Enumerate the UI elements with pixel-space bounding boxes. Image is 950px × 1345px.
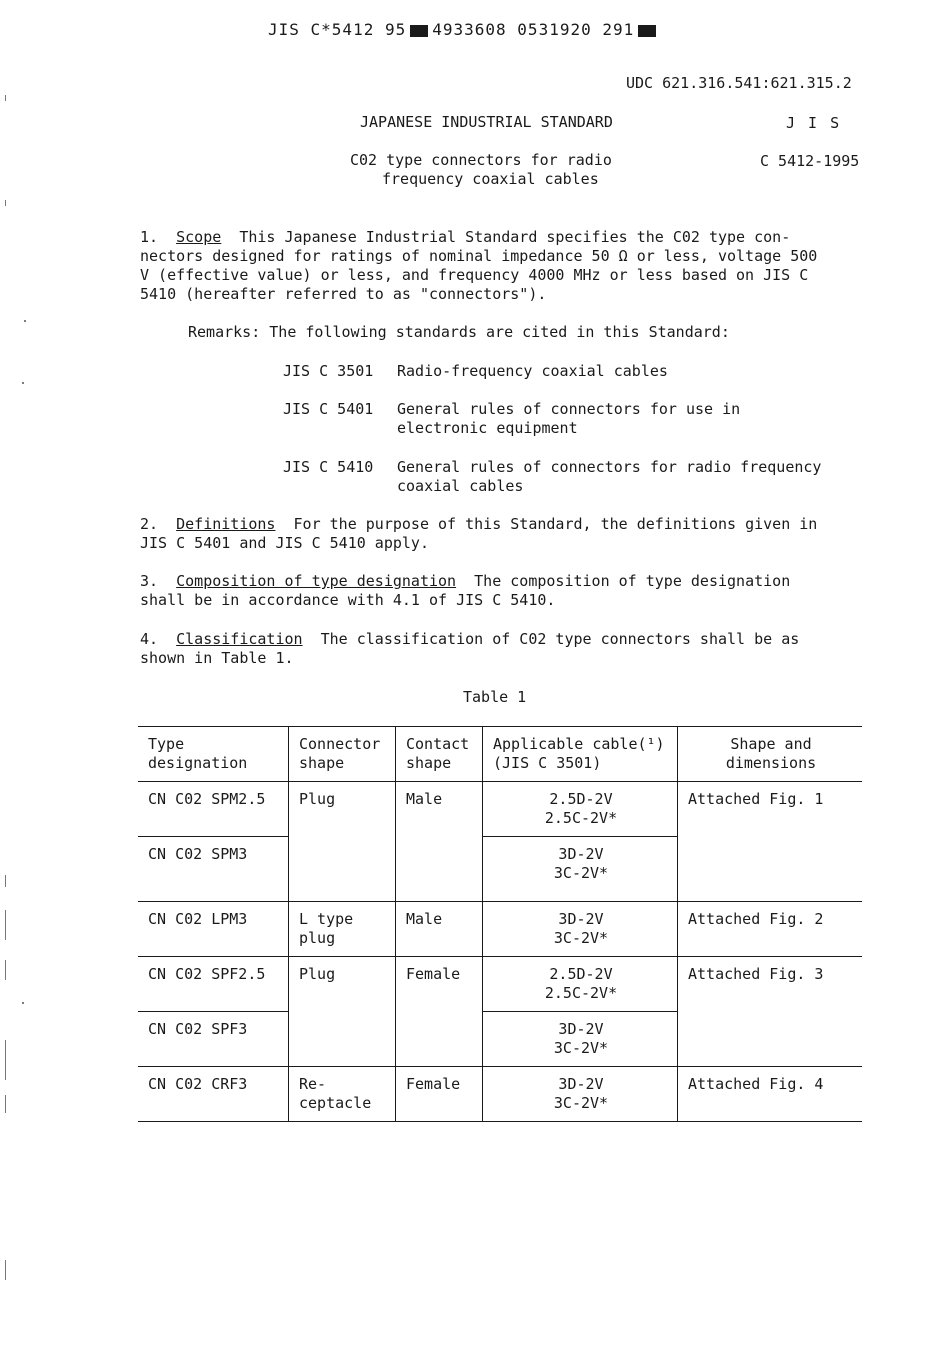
cell-cable <box>483 957 678 1012</box>
cell-connector-shape: Plug <box>289 782 396 902</box>
scan-artifact <box>24 320 26 322</box>
header-contact-shape <box>396 727 483 782</box>
cell-contact-shape: Female <box>396 1067 483 1122</box>
cable-d: 3D-2V <box>558 910 604 928</box>
header-shape-dimensions <box>678 727 863 782</box>
section-2-title: Definitions <box>176 515 276 533</box>
table-caption: Table 1 <box>463 688 527 706</box>
section-4-number: 4. <box>140 630 159 648</box>
section-1-title: Scope <box>176 228 222 246</box>
section-1-text: This Japanese Industrial Standard specifies the C02 type con- <box>239 228 791 246</box>
cable-c: 3C-2V* <box>553 864 609 882</box>
cell-cable <box>483 837 678 902</box>
table-row <box>138 902 862 957</box>
document-title-line2: frequency coaxial cables <box>382 170 599 188</box>
scan-artifact <box>5 1260 6 1280</box>
scan-artifact <box>22 382 24 384</box>
cell-type: CN C02 LPM3 <box>138 902 289 957</box>
scan-header <box>268 20 660 39</box>
standard-number: C 5412-1995 <box>760 152 860 170</box>
cited-title: General rules of connectors for radio frequency <box>397 458 822 476</box>
section-4-text: The classification of C02 type connectors shall be as <box>320 630 800 648</box>
cell-cable <box>483 782 678 837</box>
section-4-title: Classification <box>176 630 303 648</box>
table-row <box>138 782 862 837</box>
cell-connector-shape <box>289 1067 396 1122</box>
cited-title: General rules of connectors for use in <box>397 400 741 418</box>
table-row <box>138 1067 862 1122</box>
section-3-text: The composition of type designation <box>474 572 791 590</box>
section-2-line2: JIS C 5401 and JIS C 5410 apply. <box>140 534 429 552</box>
cell-contact-shape: Female <box>396 957 483 1067</box>
section-1-line1 <box>140 228 790 247</box>
section-2-number: 2. <box>140 515 159 533</box>
cell-type: CN C02 SPM2.5 <box>138 782 289 837</box>
section-3-number: 3. <box>140 572 159 590</box>
redaction-block-2 <box>638 25 656 37</box>
cell-cable <box>483 1012 678 1067</box>
udc-number: UDC 621.316.541:621.315.2 <box>626 74 852 92</box>
cable-c: 3C-2V* <box>553 929 609 947</box>
section-4-line1 <box>140 630 799 649</box>
conn-line: Re- <box>299 1075 327 1093</box>
scan-artifact <box>5 95 6 101</box>
header-text: dimensions <box>725 754 817 772</box>
cell-connector-shape: Plug <box>289 957 396 1067</box>
remarks <box>188 323 730 342</box>
section-1-line3: V (effective value) or less, and frequency 4000 MHz or less based on JIS C <box>140 266 809 284</box>
header-applicable-cable <box>483 727 678 782</box>
redaction-block-1 <box>410 25 428 37</box>
header-text: Connector <box>299 735 381 753</box>
scan-artifact <box>5 200 6 206</box>
scan-artifact <box>22 1002 24 1004</box>
header-text: shape <box>299 754 345 772</box>
section-3-line1 <box>140 572 790 591</box>
jis-mark: J I S <box>786 114 842 132</box>
conn-line: L type <box>299 910 354 928</box>
scan-artifact <box>5 910 6 940</box>
cell-cable <box>483 1067 678 1122</box>
section-1-number: 1. <box>140 228 159 246</box>
remarks-text: The following standards are cited in this Standard: <box>269 323 730 341</box>
scan-code-mid: 4933608 0531920 291 <box>432 20 635 39</box>
cable-d: 3D-2V <box>558 1075 604 1093</box>
cited-title-cont: coaxial cables <box>397 477 524 495</box>
cell-figure: Attached Fig. 2 <box>678 902 863 957</box>
cable-d: 2.5D-2V <box>549 790 613 808</box>
conn-line: plug <box>299 929 336 947</box>
header-text: (JIS C 3501) <box>493 754 602 772</box>
table-header-row <box>138 727 862 782</box>
cable-c: 2.5C-2V* <box>544 984 618 1002</box>
header-text: Shape and <box>730 735 812 753</box>
cell-contact-shape: Male <box>396 902 483 957</box>
section-2-line1 <box>140 515 817 534</box>
cell-type: CN C02 SPF3 <box>138 1012 289 1067</box>
cable-c: 3C-2V* <box>553 1094 609 1112</box>
cited-title-cont: electronic equipment <box>397 419 578 437</box>
header-text: shape <box>406 754 452 772</box>
cell-figure: Attached Fig. 4 <box>678 1067 863 1122</box>
scan-artifact <box>5 1040 6 1080</box>
header-text: Applicable cable(¹) <box>493 735 665 753</box>
document-title-line1: C02 type connectors for radio <box>350 151 612 169</box>
scan-code-left: JIS C*5412 95 <box>268 20 407 39</box>
section-3-line2: shall be in accordance with 4.1 of JIS C 5410. <box>140 591 556 609</box>
standard-name: JAPANESE INDUSTRIAL STANDARD <box>360 113 613 131</box>
cited-code: JIS C 3501 <box>283 362 374 380</box>
section-1-line2: nectors designed for ratings of nominal impedance 50 Ω or less, voltage 500 <box>140 247 818 265</box>
cell-contact-shape: Male <box>396 782 483 902</box>
classification-table <box>138 726 862 1122</box>
cell-type: CN C02 CRF3 <box>138 1067 289 1122</box>
cell-connector-shape <box>289 902 396 957</box>
section-1-line4: 5410 (hereafter referred to as "connectors"). <box>140 285 547 303</box>
remarks-label: Remarks: <box>188 323 261 341</box>
section-2-text: For the purpose of this Standard, the definitions given in <box>293 515 818 533</box>
cable-d: 3D-2V <box>558 845 604 863</box>
conn-line: ceptacle <box>299 1094 372 1112</box>
cable-c: 3C-2V* <box>553 1039 609 1057</box>
cell-figure: Attached Fig. 1 <box>688 790 824 808</box>
header-connector-shape <box>289 727 396 782</box>
cell-type: CN C02 SPM3 <box>138 837 289 902</box>
header-text: Type <box>148 735 185 753</box>
scan-artifact <box>5 1095 6 1113</box>
section-4-line2: shown in Table 1. <box>140 649 294 667</box>
cable-d: 2.5D-2V <box>549 965 613 983</box>
header-text: designation <box>148 754 248 772</box>
cited-code: JIS C 5401 <box>283 400 374 418</box>
scan-artifact <box>5 875 6 887</box>
cell-figure: Attached Fig. 3 <box>678 957 863 1067</box>
cell-type: CN C02 SPF2.5 <box>138 957 289 1012</box>
cell-cable <box>483 902 678 957</box>
table-row <box>138 957 862 1012</box>
scan-artifact <box>5 960 6 980</box>
header-text: Contact <box>406 735 470 753</box>
cable-c: 2.5C-2V* <box>544 809 618 827</box>
cable-d: 3D-2V <box>558 1020 604 1038</box>
cited-title: Radio-frequency coaxial cables <box>397 362 668 380</box>
cited-code: JIS C 5410 <box>283 458 374 476</box>
section-3-title: Composition of type designation <box>176 572 457 590</box>
header-type <box>138 727 289 782</box>
